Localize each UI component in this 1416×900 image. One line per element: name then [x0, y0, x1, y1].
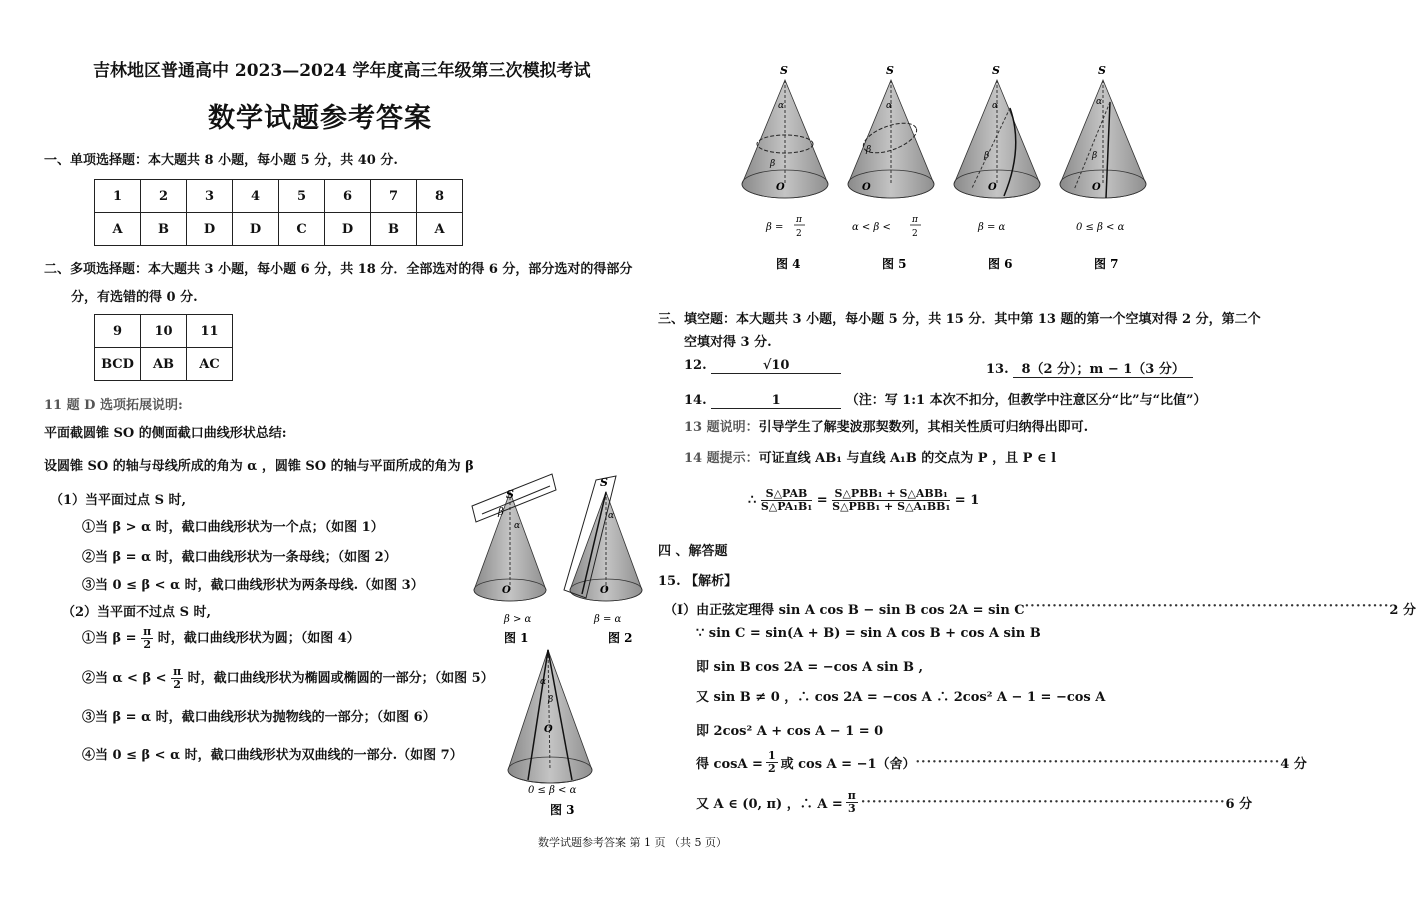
svg-text:O: O — [600, 585, 609, 596]
note11-line1: 平面截圆锥 SO 的侧面截口曲线形状总结: — [44, 426, 287, 441]
note13-label: 13 题说明： — [684, 420, 759, 435]
svg-text:α: α — [608, 511, 615, 521]
q15-heading: 15. 【解析】 — [658, 574, 738, 589]
figure-7 — [1060, 64, 1146, 271]
note13 — [684, 416, 1088, 435]
figure-2 — [564, 476, 642, 645]
svg-text:S: S — [780, 64, 788, 77]
section4-heading: 四 、解答题 — [658, 544, 728, 559]
fig3-label: 图 3 — [550, 803, 575, 817]
case2-a-post: 时，截口曲线形状为圆；（如图 4） — [157, 631, 360, 646]
answer-table-multi — [94, 314, 233, 381]
svg-text:2: 2 — [796, 229, 802, 239]
q13 — [986, 358, 1193, 378]
svg-text:O: O — [544, 724, 553, 735]
svg-text:α: α — [778, 101, 785, 111]
svg-text:β: β — [770, 159, 776, 169]
figure-3 — [508, 650, 592, 817]
figures-1-3 — [460, 470, 650, 830]
note14-label: 14 题提示： — [684, 451, 759, 466]
case2-b-pre: ②当 α < β < — [82, 671, 167, 686]
fig2-cond: β = α — [594, 614, 622, 625]
svg-text:β: β — [866, 145, 872, 155]
sol-line2: ∵ sin C = sin(A + B) = sin A cos B + cos A sin B — [696, 626, 1041, 641]
fig4-label: 图 4 — [776, 257, 801, 271]
note11-title: 11 题 D 选项拓展说明: — [44, 398, 183, 413]
answer-cell-4: C — [279, 213, 325, 246]
answer-cell-1: B — [141, 213, 187, 246]
fig7-cond: 0 ≤ β < α — [1076, 222, 1125, 233]
q13-answer: 8（2 分）；m − 1（3 分） — [1013, 358, 1193, 378]
case2-c: ③当 β = α 时，截口曲线形状为抛物线的一部分；（如图 6） — [82, 710, 436, 725]
q14-answer: 1 — [711, 393, 841, 409]
fraction-pi-over-2: $\frac{\pi}{2}$ — [173, 665, 182, 691]
case2-d: ④当 0 ≤ β < α 时，截口曲线形状为双曲线的一部分.（如图 7） — [82, 748, 463, 763]
question-number-cell-0: 9 — [95, 315, 141, 348]
case2-a — [82, 626, 360, 651]
svg-text:S: S — [992, 64, 1000, 77]
case1-b: ②当 β = α 时，截口曲线形状为一条母线；（如图 2） — [82, 550, 397, 565]
svg-text:β: β — [548, 695, 554, 705]
svg-text:β: β — [1092, 151, 1098, 161]
svg-text:α: α — [992, 101, 999, 111]
area-ratio-equation: ∴ $\frac{\text{S△PAB}}{\text{S△PA₁B₁}}$ = $\frac{\text{S△PBB₁ + S△ABB₁}}{\text{S△PBB₁ + S△A₁BB₁}}$ = 1 — [748, 487, 980, 513]
case2-a-pre: ①当 β = — [82, 631, 137, 646]
question-number-cell-2: 11 — [187, 315, 233, 348]
note14 — [684, 447, 1056, 466]
svg-text:S: S — [600, 476, 608, 489]
fig6-label: 图 6 — [988, 257, 1013, 271]
svg-text:β: β — [498, 507, 504, 518]
case1-c: ③当 0 ≤ β < α 时，截口曲线形状为两条母线.（如图 3） — [82, 578, 424, 593]
note14-text: 可证直线 AB₁ 与直线 A₁B 的交点为 P ，且 P ∈ l — [758, 451, 1057, 466]
svg-text:O: O — [862, 182, 871, 193]
q12-number: 12. — [684, 358, 707, 373]
svg-text:α: α — [514, 521, 521, 531]
answer-cell-2: D — [187, 213, 233, 246]
score-2: 2 分 — [1389, 603, 1416, 618]
fig5-cond: α < β < — [852, 222, 891, 233]
fig4-cond: β = — [766, 222, 784, 233]
question-number-cell-2: 3 — [187, 180, 233, 213]
question-number-cell-6: 7 — [371, 180, 417, 213]
note13-text: 引导学生了解斐波那契数列，其相关性质可归纳得出即可. — [758, 420, 1089, 435]
fig1-s-label: S — [506, 488, 514, 501]
svg-text:S: S — [1098, 64, 1106, 77]
answer-cell-1: AB — [141, 348, 187, 381]
q14-note: （注：写 1:1 本次不扣分，但教学中注意区分“比”与“比值”） — [845, 393, 1207, 408]
question-number-cell-1: 2 — [141, 180, 187, 213]
q13-number: 13. — [986, 362, 1009, 377]
svg-text:O: O — [1092, 182, 1101, 193]
fig1-o-label: O — [502, 585, 511, 596]
answer-cell-7: A — [417, 213, 463, 246]
sol-line3: 即 sin B cos 2A = −cos A sin B , — [696, 660, 923, 675]
svg-text:O: O — [776, 182, 785, 193]
svg-text:α: α — [1096, 97, 1103, 107]
svg-text:2: 2 — [912, 229, 918, 239]
sol-line1: （Ⅰ）由正弦定理得 sin A cos B − sin B cos 2A = sin C ·································································· 2 分 — [664, 599, 1416, 618]
question-number-cell-4: 5 — [279, 180, 325, 213]
figure-5 — [848, 64, 934, 271]
figure-4 — [742, 64, 828, 271]
figure-6 — [954, 64, 1040, 271]
svg-text:π: π — [912, 215, 918, 225]
section2-heading-line1: 二、多项选择题：本大题共 3 小题，每小题 6 分，共 18 分．全部选对的得 6 分，部分选对的得部分 — [44, 262, 633, 277]
section1-heading: 一、单项选择题：本大题共 8 小题，每小题 5 分，共 40 分. — [44, 153, 398, 168]
svg-text:O: O — [988, 182, 997, 193]
note11-line2: 设圆锥 SO 的轴与母线所成的角为 α ，圆锥 SO 的轴与平面所成的角为 β — [44, 459, 474, 474]
svg-text:S: S — [886, 64, 894, 77]
figure-1 — [472, 474, 556, 645]
question-number-cell-1: 10 — [141, 315, 187, 348]
question-number-cell-7: 8 — [417, 180, 463, 213]
question-number-cell-3: 4 — [233, 180, 279, 213]
fig1-cond: β > α — [504, 614, 532, 625]
fig7-label: 图 7 — [1094, 257, 1119, 271]
fig5-label: 图 5 — [882, 257, 907, 271]
svg-text:π: π — [796, 215, 802, 225]
question-number-cell-5: 6 — [325, 180, 371, 213]
score-6: 6 分 — [1225, 797, 1253, 812]
sol-line5: 即 2cos² A + cos A − 1 = 0 — [696, 724, 884, 739]
question-number-cell-0: 1 — [95, 180, 141, 213]
case2-heading: （2）当平面不过点 S 时, — [62, 605, 212, 620]
fig2-label: 图 2 — [608, 631, 633, 645]
svg-text:α: α — [886, 101, 893, 111]
q14-number: 14. — [684, 393, 707, 408]
q14 — [684, 389, 1207, 409]
svg-text:β: β — [984, 151, 990, 161]
answer-cell-3: D — [233, 213, 279, 246]
section3-heading-line1: 三、填空题：本大题共 3 小题，每小题 5 分，共 15 分．其中第 13 题的第一个空填对得 2 分，第二个 — [658, 312, 1261, 327]
svg-text:α: α — [540, 677, 547, 687]
answer-table-single — [94, 179, 463, 246]
case1-a: ①当 β > α 时，截口曲线形状为一个点；（如图 1） — [82, 520, 384, 535]
score-4: 4 分 — [1280, 757, 1307, 772]
fig6-cond: β = α — [978, 222, 1006, 233]
fig3-cond: 0 ≤ β < α — [528, 785, 577, 796]
answer-cell-0: A — [95, 213, 141, 246]
sol-line7: 又 A ∈ (0, π) ，∴ A = $\frac{\pi}{3}$ ·································································· 6 分 — [696, 789, 1253, 815]
section3-heading-line2: 空填对得 3 分. — [684, 335, 772, 350]
answer-cell-6: B — [371, 213, 417, 246]
fraction-pi-over-2: $\frac{\pi}{2}$ — [143, 625, 152, 651]
sol-line4: 又 sin B ≠ 0 ，∴ cos 2A = −cos A ∴ 2cos² A − 1 = −cos A — [696, 690, 1106, 705]
q12 — [684, 358, 841, 374]
answer-cell-2: AC — [187, 348, 233, 381]
section2-heading-line2: 分，有选错的得 0 分. — [71, 290, 198, 305]
answer-cell-5: D — [325, 213, 371, 246]
case2-b — [82, 666, 494, 691]
page-footer: 数学试题参考答案 第 1 页 （共 5 页） — [538, 836, 727, 849]
exam-title: 吉林地区普通高中 2023—2024 学年度高三年级第三次模拟考试 — [93, 61, 591, 81]
fig1-label: 图 1 — [504, 631, 529, 645]
page-title: 数学试题参考答案 — [208, 103, 432, 134]
case1-heading: （1）当平面过点 S 时, — [50, 493, 187, 508]
case2-b-post: 时，截口曲线形状为椭圆或椭圆的一部分；（如图 5） — [187, 671, 494, 686]
sol-line6: 得 cosA = $\frac{1}{2}$ 或 cos A = −1（舍） ·································································· 4 分 — [696, 749, 1307, 775]
figures-4-7 — [730, 58, 1170, 278]
q12-answer: √10 — [711, 358, 841, 374]
answer-cell-0: BCD — [95, 348, 141, 381]
